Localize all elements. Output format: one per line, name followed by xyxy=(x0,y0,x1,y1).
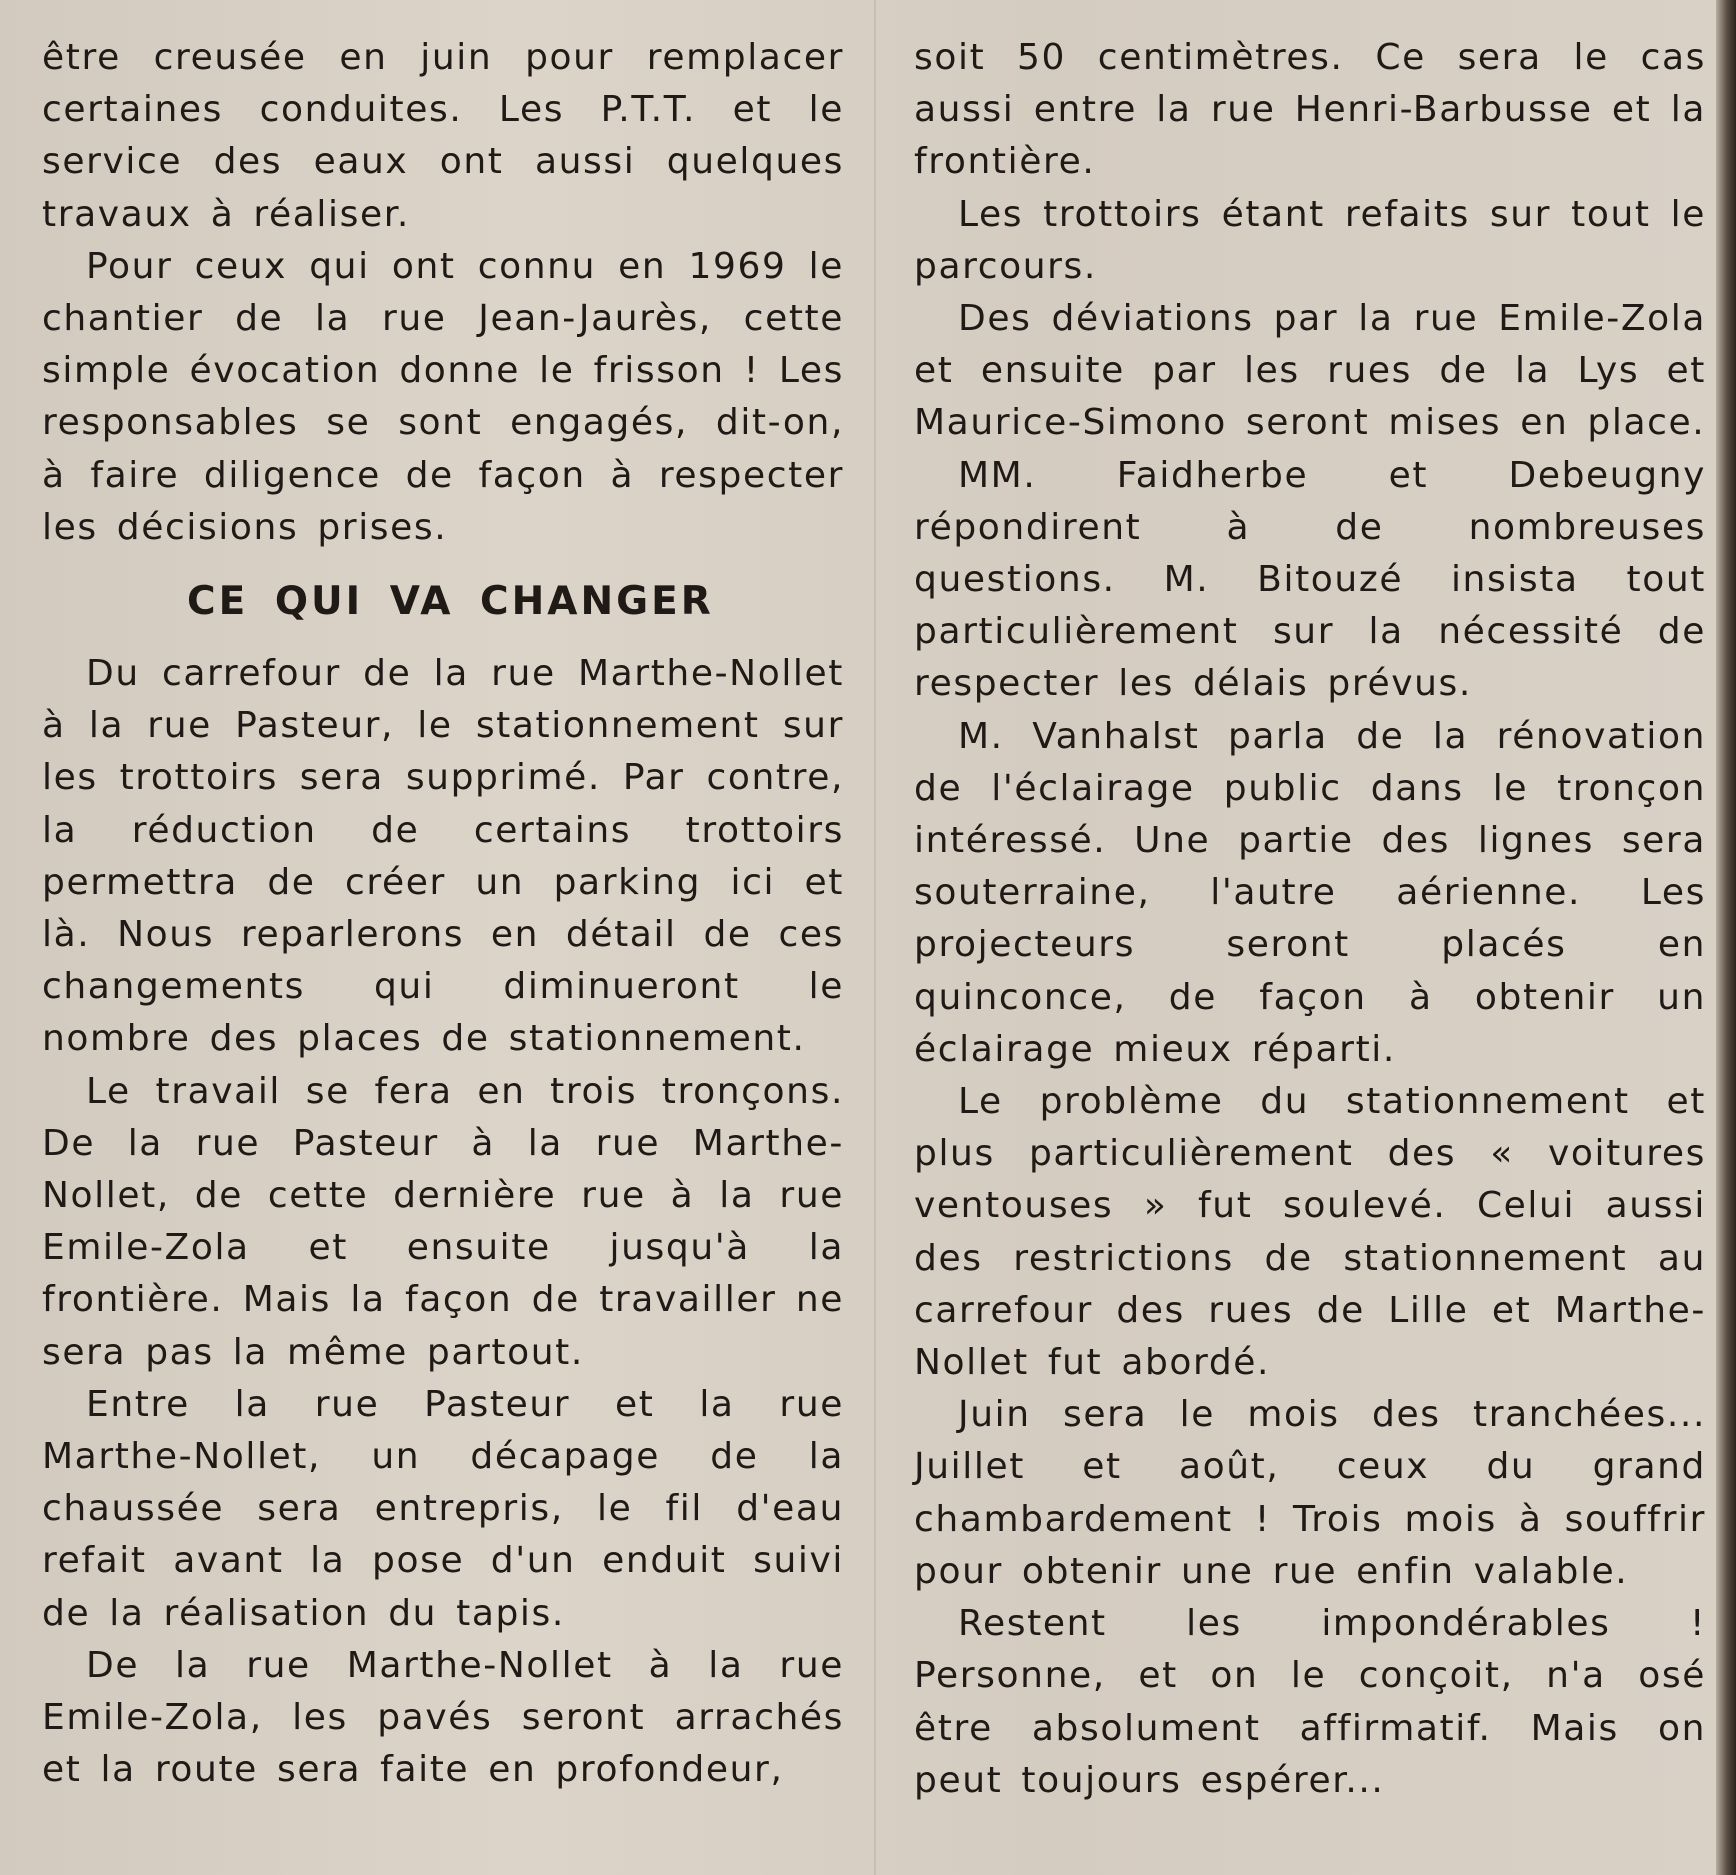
paragraph: Les trottoirs étant refaits sur tout le parcours. xyxy=(914,193,1706,287)
paragraph: Le travail se fera en trois tronçons. De la rue Pasteur à la rue Marthe-Nollet, de cette dernière rue à la rue Emile-Zola et ensuite jusqu'à la frontière. Mais la façon de travailler ne sera pas la même partout. xyxy=(42,1070,844,1373)
column-gutter xyxy=(874,0,876,1875)
paragraph: soit 50 centimètres. Ce sera le cas aussi entre la rue Henri-Barbusse et la frontière. xyxy=(914,37,1706,183)
paragraph: être creusée en juin pour remplacer certaines conduites. Les P.T.T. et le service des eaux ont aussi quelques travaux à réaliser. xyxy=(42,37,844,235)
paragraph: Restent les impondérables ! Personne, et on le conçoit, n'a osé être absolument affirmatif. Mais on peut toujours espérer... xyxy=(914,1603,1706,1801)
paragraph: Des déviations par la rue Emile-Zola et ensuite par les rues de la Lys et Maurice-Simono seront mises en place. xyxy=(914,298,1706,444)
paragraph: Juin sera le mois des tranchées... Juillet et août, ceux du grand chambardement ! Trois mois à souffrir pour obtenir une rue enfin valable. xyxy=(914,1394,1706,1592)
paragraph: De la rue Marthe-Nollet à la rue Emile-Zola, les pavés seront arrachés et la route sera faite en profondeur, xyxy=(42,1644,844,1791)
right-column xyxy=(914,32,1706,1807)
paragraph: Pour ceux qui ont connu en 1969 le chantier de la rue Jean-Jaurès, cette simple évocation donne le frisson ! Les responsables se sont engagés, dit-on, à faire diligence de façon à respecter les décisions prises. xyxy=(42,245,844,548)
paragraph: Du carrefour de la rue Marthe-Nollet à la rue Pasteur, le stationnement sur les trottoirs sera supprimé. Par contre, la réduction de certains trottoirs permettra de créer un parking ici et là. Nous reparlerons en détail de ces changements qui diminueront le nombre des places de stationnement. xyxy=(42,653,844,1060)
page-edge-shadow xyxy=(1716,0,1736,1875)
left-column xyxy=(42,32,844,1797)
paragraph: M. Vanhalst parla de la rénovation de l'éclairage public dans le tronçon intéressé. Une partie des lignes sera souterraine, l'autre aérienne. Les projecteurs seront placés en quinconce, de façon à obtenir un éclairage mieux réparti. xyxy=(914,715,1706,1070)
paragraph: Le problème du stationnement et plus particulièrement des « voitures ventouses » fut soulevé. Celui aussi des restrictions de stationnement au carrefour des rues de Lille et Marthe-Nollet fut abordé. xyxy=(914,1081,1706,1384)
section-subheading: CE QUI VA CHANGER xyxy=(187,579,714,625)
paragraph: Entre la rue Pasteur et la rue Marthe-Nollet, un décapage de la chaussée sera entrepris, le fil d'eau refait avant la pose d'un enduit suivi de la réalisation du tapis. xyxy=(42,1383,844,1634)
paragraph: MM. Faidherbe et Debeugny répondirent à de nombreuses questions. M. Bitouzé insista tout particulièrement sur la nécessité de respecter les délais prévus. xyxy=(914,454,1706,705)
